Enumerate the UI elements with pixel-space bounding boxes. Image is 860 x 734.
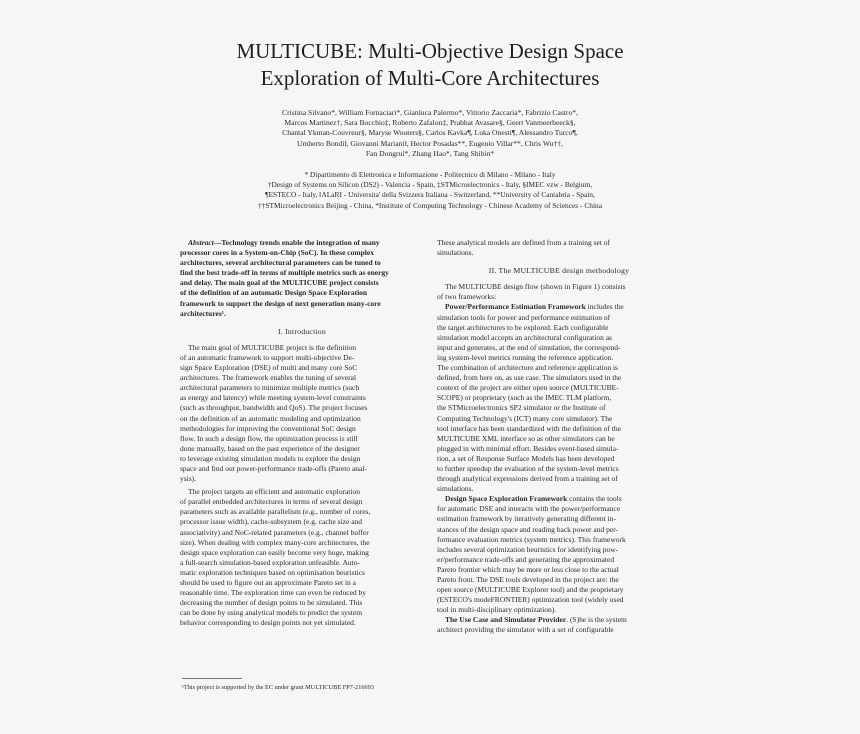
ppef-paragraph: Power/Performance Estimation Framework includes the simulation tools for power and performance estimation of the target architectures to be explored. Each configurable simulation model accepts an architectural configuration as input and generates, at the end of simulation, the correspond- ing system-level metrics running the reference application. The combination of architecture and reference application is defined, from here on, as use case. The simulators used in the context of the project are either open source (MULTICUBE- SCOPE) or proprietary (such as the IMEC TLM platform, the STMicroelectronics SP2 simulator or the Institute of Computing Technology's (ICT) many core simulator). The tool interface has been standardized with the definition of the MULTICUBE XML interface so as other simulators can be plugged in with minimal effort. Besides event-based simula- tion, a set of Response Surface Models has been developed to further speedup the evaluation of the system-level metrics through analytical expressions derived from a training set of simulations. [437,302,624,494]
affiliation-line: ††STMicroelectronics Beijing - China, *Institute of Computing Technology - Chinese Academy of Sciences - China [258,200,602,210]
intro-paragraph-1: The main goal of MULTICUBE project is the definition of an automatic framework to support multi-objective De- sign Space Exploration (DSE) of multi and many core SoC architectures. The framework enables the tuning of several architectural parameters to minimize multiple metrics (such as energy and latency) while meeting system-level constraints (such as throughput, bandwidth and QoS). The project focuses on the definition of an automatic modeling and optimization methodologies for improving the conventional SoC design flow. In such a design flow, the optimization process is still done manually, based on the past experience of the designer to leverage existing simulation models to explore the design space and find out power-performance trade-offs (Pareto anal- ysis). [180,342,368,484]
author-line: Umberto Bondi‖, Giovanni Mariani‖, Hector Posadas**, Eugenio Villar**, Chris Wu††, [296,138,563,148]
dsef-heading: Design Space Exploration Framework [445,494,568,504]
ppef-heading: Power/Performance Estimation Framework [445,302,586,312]
author-line: Fan Dongrui*, Zhang Hao*, Tang Shibin* [365,148,495,158]
dsef-paragraph: Design Space Exploration Framework contains the tools for automatic DSE and interacts with the power/performance estimation framework by iteratively generating different in- stances of the design space and reading back power and per- formance evaluation metrics (system metrics). This framework includes several optimization heuristics for identifying pow- er/performance trade-offs and generating the approximated Pareto frontier which may be more or less close to the actual Pareto front. The DSE tools developed in the project are: the open source (MULTICUBE Explorer tool) and the proprietary (ESTECO's modeFRONTIER) optimization tool (widely used tool in multi-disciplinary optimization). [437,494,626,615]
intro-paragraph-2: The project targets an efficient and automatic exploration of parallel embedded architectures in terms of several design parameters such as available parallelism (e.g., number of cores, processor issue width), cache-subsystem (e.g. cache size and associativity) and NoC-related parameters (e.g., channel buffer size). When dealing with complex many-core architectures, the design space exploration can easily become very huge, making a full-search simulation-based exploration unfeasible. Auto- matic exploration techniques based on optimisation heuristics should be used to figure out an approximate Pareto set in a reasonable time. The exploration time can even be reduced by decreasing the number of design points to be simulated. This can be done by using analytical models to predict the system behavior corresponding to design points not yet simulated. [180,487,371,628]
method-intro-paragraph: The MULTICUBE design flow (shown in Figure 1) consists of two frameworks: [437,282,626,302]
footnote-rule [182,678,242,679]
section-heading-methodology: II. The MULTICUBE design methodology [488,266,630,276]
author-line: Cristina Silvano*, William Fornaciari*, Gianluca Palermo*, Vittorio Zaccaria*, Fabrizio Castro*, [282,108,578,117]
author-line: Chantal Ykman-Couvreur§, Maryse Wouters§, Carlos Kavka¶, Luka Onesti¶, Alessandro Turco¶, [282,128,578,138]
affiliation-line: †Design of Systems on Silicon (DS2) - Valencia - Spain, ‡STMicroelectronics - Italy, §IMEC vzw - Belgium, [267,180,593,190]
ucsp-heading: The Use Case and Simulator Provider [445,615,567,625]
title-line-1: MULTICUBE: Multi-Objective Design Space [236,39,624,63]
author-line: Marcos Martinez†, Sara Bocchio‡, Roberto Zafalon‡, Prabhat Avasare§, Geert Vanmeerbeeck§, [284,118,576,128]
affiliation-line: * Dipartimento di Elettronica e Informazione - Politecnico di Milano - Milano - Italy [304,170,556,179]
footnote: ¹This project is supported by the EC under grant MULTICUBE FP7-216693 [182,684,374,691]
paper-title [0,38,860,92]
title-line-2: Exploration of Multi-Core Architectures [260,66,600,90]
right-top-paragraph: These analytical models are defined from a training set of simulations. [437,238,611,258]
affiliation-list [0,170,860,211]
left-column [180,238,424,628]
ucsp-paragraph: The Use Case and Simulator Provider. (S)he is the system architect providing the simulator with a set of configurable [437,615,627,635]
section-heading-introduction: I. Introduction [277,326,327,336]
right-column [437,238,681,636]
abstract: Abstract—Technology trends enable the integration of many processor cores in a System-on-Chip (SoC). In these complex architectures, several architectural parameters can be tuned to find the best trade-off in terms of multiple metrics such as energy and delay. The main goal of the MULTICUBE project consists of the definition of an automatic Design Space Exploration framework to support the design of next generation many-core architectures¹. [180,238,389,318]
affiliation-line: ¶ESTECO - Italy, ‖ALaRI - Universita' della Svizzera Italiana - Switzerland, **University of Cantabria - Spain, [265,190,595,200]
author-list [0,108,860,159]
abstract-label: Abstract [188,238,214,247]
